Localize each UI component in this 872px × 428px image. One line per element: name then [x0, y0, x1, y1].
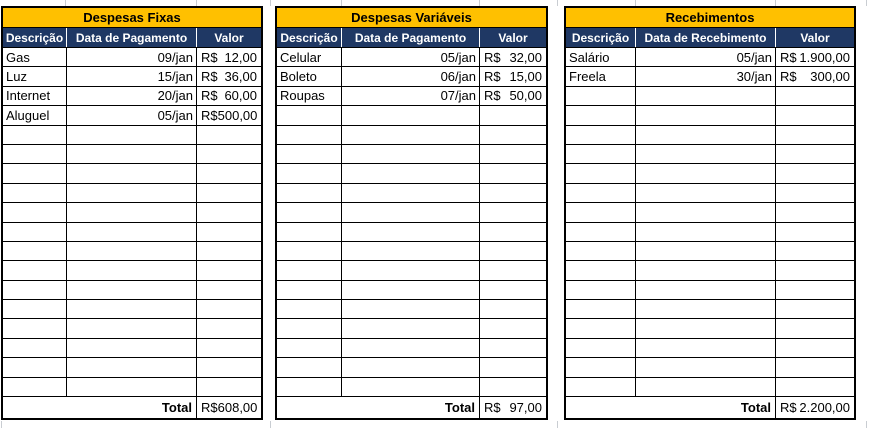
cell-valor[interactable]: [196, 164, 261, 182]
table-row: [277, 87, 546, 106]
table-header-row: [3, 28, 261, 48]
currency-label: R$: [201, 88, 218, 104]
cell-data[interactable]: [341, 106, 479, 124]
cell-data[interactable]: [341, 223, 479, 241]
cell-valor[interactable]: [479, 126, 546, 144]
table-row-empty: [566, 106, 854, 125]
cell-data[interactable]: [66, 203, 196, 221]
total-label-cell[interactable]: Total: [161, 400, 192, 416]
table-row-empty: [3, 319, 261, 338]
cell-descricao[interactable]: [277, 281, 341, 299]
table-row: [3, 67, 261, 86]
currency-label: R$: [484, 69, 501, 85]
cell-data[interactable]: [341, 300, 479, 318]
cell-valor[interactable]: [775, 319, 854, 337]
cell-valor[interactable]: [479, 281, 546, 299]
cell-descricao[interactable]: [277, 126, 341, 144]
table-row: [566, 67, 854, 86]
cell-descricao[interactable]: [566, 300, 635, 318]
table-row-empty: [277, 184, 546, 203]
cell-data[interactable]: [66, 339, 196, 357]
amount-label: 1.900,00: [799, 49, 850, 65]
cell-data[interactable]: [66, 300, 196, 318]
gridline-tick: [270, 0, 271, 6]
cell-descricao[interactable]: [277, 319, 341, 337]
header-cell-valor[interactable]: Valor: [775, 28, 854, 47]
total-row: [566, 397, 854, 418]
gridline-tick: [866, 0, 867, 6]
currency-label: R$: [201, 107, 218, 123]
cell-data[interactable]: [66, 223, 196, 241]
cell-valor[interactable]: [479, 339, 546, 357]
cell-data[interactable]: [66, 126, 196, 144]
cell-data[interactable]: 15/jan: [66, 67, 196, 85]
table-row-empty: [566, 223, 854, 242]
table-row: [277, 48, 546, 67]
cell-data[interactable]: 09/jan: [66, 48, 196, 66]
cell-descricao[interactable]: [3, 300, 66, 318]
currency-label: R$: [780, 49, 797, 65]
cell-descricao[interactable]: [3, 378, 66, 396]
cell-descricao[interactable]: [3, 339, 66, 357]
total-row: [277, 397, 546, 418]
cell-data[interactable]: [341, 261, 479, 279]
table-row: [3, 106, 261, 125]
table-header-row: [566, 28, 854, 48]
cell-data[interactable]: [341, 242, 479, 260]
cell-descricao[interactable]: [277, 378, 341, 396]
cell-descricao[interactable]: Luz: [6, 69, 27, 85]
cell-descricao[interactable]: Celular: [280, 49, 322, 65]
cell-valor[interactable]: [196, 378, 261, 396]
cell-data[interactable]: [635, 300, 775, 318]
cell-descricao[interactable]: [3, 184, 66, 202]
cell-valor[interactable]: [196, 126, 261, 144]
cell-data[interactable]: [635, 106, 775, 124]
table-row-empty: [277, 145, 546, 164]
currency-label: R$: [780, 400, 797, 416]
amount-label: 36,00: [224, 69, 257, 85]
cell-data[interactable]: 05/jan: [341, 48, 479, 66]
cell-valor[interactable]: [775, 184, 854, 202]
cell-data[interactable]: [341, 378, 479, 396]
currency-label: R$: [201, 69, 218, 85]
cell-valor[interactable]: [196, 281, 261, 299]
cell-data[interactable]: 05/jan: [66, 106, 196, 124]
cell-data[interactable]: [66, 145, 196, 163]
cell-data[interactable]: [66, 358, 196, 376]
header-cell-data[interactable]: Data de Pagamento: [341, 28, 479, 47]
table-row-empty: [277, 378, 546, 397]
cell-valor[interactable]: [196, 145, 261, 163]
cell-data[interactable]: [341, 319, 479, 337]
cell-valor[interactable]: [775, 164, 854, 182]
cell-descricao[interactable]: [566, 145, 635, 163]
cell-descricao[interactable]: [566, 358, 635, 376]
cell-descricao[interactable]: [277, 106, 341, 124]
table-body: [277, 48, 546, 397]
cell-data[interactable]: 20/jan: [66, 87, 196, 105]
currency-label: R$: [780, 69, 797, 85]
cell-descricao[interactable]: [3, 319, 66, 337]
total-value-cell[interactable]: [196, 397, 261, 418]
cell-valor[interactable]: [479, 261, 546, 279]
cell-valor[interactable]: [479, 106, 546, 124]
header-cell-descricao[interactable]: Descrição: [5, 30, 64, 45]
cell-descricao[interactable]: Internet: [6, 88, 51, 104]
table-row-empty: [566, 184, 854, 203]
table-row-empty: [3, 145, 261, 164]
table-row-empty: [566, 261, 854, 280]
cell-valor[interactable]: [775, 87, 854, 105]
total-row: [3, 397, 261, 418]
table-title[interactable]: Despesas Variáveis: [277, 8, 546, 28]
amount-label: 300,00: [810, 69, 850, 85]
table-despesas-variaveis: [275, 6, 548, 420]
cell-descricao[interactable]: [3, 242, 66, 260]
cell-descricao[interactable]: [566, 126, 635, 144]
table-row-empty: [3, 184, 261, 203]
total-label-cell[interactable]: Total: [444, 400, 475, 416]
cell-descricao[interactable]: [277, 261, 341, 279]
table-recebimentos: [564, 6, 856, 420]
amount-label: 500,00: [217, 107, 258, 123]
cell-valor[interactable]: [479, 319, 546, 337]
cell-valor[interactable]: [775, 300, 854, 318]
table-row-empty: [3, 203, 261, 222]
table-row-empty: [566, 319, 854, 338]
table-row-empty: [3, 378, 261, 397]
cell-data[interactable]: [66, 242, 196, 260]
gridline-tick: [270, 421, 271, 428]
cell-descricao[interactable]: [277, 184, 341, 202]
table-row-empty: [566, 126, 854, 145]
cell-data[interactable]: [66, 164, 196, 182]
table-body: [3, 48, 261, 397]
amount-label: 50,00: [509, 88, 542, 104]
cell-descricao[interactable]: [277, 358, 341, 376]
cell-valor[interactable]: [479, 87, 546, 105]
gridline-tick: [866, 421, 867, 428]
cell-valor[interactable]: [196, 300, 261, 318]
cell-data[interactable]: [66, 184, 196, 202]
cell-data[interactable]: 07/jan: [341, 87, 479, 105]
table-row-empty: [3, 358, 261, 377]
cell-descricao[interactable]: [566, 281, 635, 299]
cell-data[interactable]: [341, 145, 479, 163]
cell-descricao[interactable]: [277, 300, 341, 318]
cell-descricao[interactable]: [566, 378, 635, 396]
table-row-empty: [277, 242, 546, 261]
cell-data[interactable]: [66, 281, 196, 299]
cell-valor[interactable]: [775, 48, 854, 66]
table-row-empty: [3, 300, 261, 319]
table-row-empty: [3, 223, 261, 242]
table-row-empty: [566, 164, 854, 183]
table-row: [3, 48, 261, 67]
cell-data[interactable]: [635, 319, 775, 337]
table-row-empty: [277, 358, 546, 377]
table-row-empty: [566, 339, 854, 358]
cell-valor[interactable]: [775, 378, 854, 396]
table-row-empty: [277, 223, 546, 242]
cell-descricao[interactable]: [3, 126, 66, 144]
table-row-empty: [566, 378, 854, 397]
cell-valor[interactable]: [479, 48, 546, 66]
table-body: [566, 48, 854, 397]
cell-valor[interactable]: [479, 164, 546, 182]
header-cell-data[interactable]: Data de Pagamento: [66, 28, 196, 47]
cell-descricao[interactable]: [566, 106, 635, 124]
cell-valor[interactable]: [479, 67, 546, 85]
cell-data[interactable]: [341, 358, 479, 376]
table-row-empty: [566, 358, 854, 377]
cell-valor[interactable]: [196, 67, 261, 85]
cell-data[interactable]: [341, 184, 479, 202]
cell-data[interactable]: [341, 164, 479, 182]
cell-descricao[interactable]: Aluguel: [6, 107, 50, 123]
cell-data[interactable]: 30/jan: [635, 67, 775, 85]
cell-valor[interactable]: [196, 106, 261, 124]
table-row-empty: [566, 281, 854, 300]
cell-data[interactable]: [635, 223, 775, 241]
table-row-empty: [277, 339, 546, 358]
cell-descricao[interactable]: [3, 281, 66, 299]
amount-label: 32,00: [509, 49, 542, 65]
gridline-tick: [557, 421, 558, 428]
cell-descricao[interactable]: [566, 261, 635, 279]
cell-valor[interactable]: [196, 203, 261, 221]
table-row-empty: [3, 126, 261, 145]
cell-data[interactable]: 06/jan: [341, 67, 479, 85]
gridline-tick: [1, 421, 2, 428]
table-row: [3, 87, 261, 106]
table-row-empty: [277, 106, 546, 125]
table-row-empty: [3, 339, 261, 358]
table-row-empty: [566, 242, 854, 261]
cell-data[interactable]: [635, 378, 775, 396]
table-row: [566, 48, 854, 67]
cell-descricao[interactable]: [566, 184, 635, 202]
table-row-empty: [566, 203, 854, 222]
cell-descricao[interactable]: Boleto: [280, 69, 317, 85]
cell-descricao[interactable]: Freela: [569, 69, 606, 85]
cell-data[interactable]: [66, 319, 196, 337]
gridline-tick: [557, 0, 558, 6]
cell-descricao[interactable]: [3, 164, 66, 182]
header-cell-valor[interactable]: Valor: [196, 28, 261, 47]
cell-descricao[interactable]: [3, 358, 66, 376]
table-row-empty: [277, 203, 546, 222]
cell-valor[interactable]: [196, 261, 261, 279]
table-row-empty: [566, 87, 854, 106]
cell-descricao[interactable]: [277, 203, 341, 221]
total-label-cell[interactable]: Total: [740, 400, 771, 416]
cell-data[interactable]: [635, 281, 775, 299]
cell-valor[interactable]: [775, 281, 854, 299]
cell-descricao[interactable]: [277, 242, 341, 260]
cell-valor[interactable]: [775, 203, 854, 221]
cell-data[interactable]: [635, 339, 775, 357]
table-title[interactable]: Recebimentos: [566, 8, 854, 28]
cell-descricao[interactable]: [3, 203, 66, 221]
cell-valor[interactable]: [196, 242, 261, 260]
cell-descricao[interactable]: Gas: [6, 49, 30, 65]
cell-data[interactable]: [66, 261, 196, 279]
cell-valor[interactable]: [479, 145, 546, 163]
cell-valor[interactable]: [479, 358, 546, 376]
header-cell-data[interactable]: Data de Recebimento: [635, 28, 775, 47]
cell-valor[interactable]: [775, 261, 854, 279]
cell-data[interactable]: [341, 281, 479, 299]
total-value-cell[interactable]: [479, 397, 546, 418]
table-row-empty: [277, 300, 546, 319]
table-header-row: [277, 28, 546, 48]
table-row-empty: [277, 164, 546, 183]
cell-data[interactable]: [635, 261, 775, 279]
cell-descricao[interactable]: [277, 164, 341, 182]
cell-descricao[interactable]: [566, 203, 635, 221]
cell-data[interactable]: 05/jan: [635, 48, 775, 66]
amount-label: 15,00: [509, 69, 542, 85]
cell-data[interactable]: [635, 358, 775, 376]
cell-valor[interactable]: [196, 48, 261, 66]
cell-valor[interactable]: [196, 358, 261, 376]
amount-label: 60,00: [224, 88, 257, 104]
cell-data[interactable]: [635, 87, 775, 105]
cell-valor[interactable]: [775, 358, 854, 376]
cell-descricao[interactable]: [277, 145, 341, 163]
cell-data[interactable]: [635, 203, 775, 221]
cell-descricao[interactable]: [566, 87, 635, 105]
header-cell-descricao[interactable]: Descrição: [280, 30, 338, 45]
cell-valor[interactable]: [775, 106, 854, 124]
table-row-empty: [3, 261, 261, 280]
header-cell-valor[interactable]: Valor: [479, 28, 546, 47]
table-row-empty: [3, 242, 261, 261]
table-row-empty: [277, 126, 546, 145]
table-despesas-fixas: [1, 6, 263, 420]
cell-data[interactable]: [635, 145, 775, 163]
currency-label: R$: [201, 400, 218, 416]
currency-label: R$: [484, 400, 501, 416]
cell-descricao[interactable]: [566, 164, 635, 182]
currency-label: R$: [484, 88, 501, 104]
cell-valor[interactable]: [775, 242, 854, 260]
cell-descricao[interactable]: [277, 223, 341, 241]
table-row-empty: [277, 319, 546, 338]
table-row-empty: [3, 164, 261, 183]
cell-valor[interactable]: [479, 300, 546, 318]
cell-data[interactable]: [635, 164, 775, 182]
cell-valor[interactable]: [775, 223, 854, 241]
cell-data[interactable]: [341, 339, 479, 357]
header-cell-descricao[interactable]: Descrição: [571, 30, 630, 45]
cell-valor[interactable]: [775, 339, 854, 357]
total-value-cell[interactable]: [775, 397, 854, 418]
cell-valor[interactable]: [196, 339, 261, 357]
currency-label: R$: [484, 49, 501, 65]
cell-descricao[interactable]: [566, 339, 635, 357]
cell-valor[interactable]: [196, 319, 261, 337]
table-title[interactable]: Despesas Fixas: [3, 8, 261, 28]
table-row-empty: [566, 300, 854, 319]
cell-data[interactable]: [635, 126, 775, 144]
cell-data[interactable]: [341, 203, 479, 221]
cell-descricao[interactable]: [3, 261, 66, 279]
cell-data[interactable]: [66, 378, 196, 396]
cell-valor[interactable]: [479, 223, 546, 241]
cell-valor[interactable]: [479, 378, 546, 396]
cell-descricao[interactable]: [566, 223, 635, 241]
cell-descricao[interactable]: Roupas: [280, 88, 325, 104]
cell-data[interactable]: [341, 126, 479, 144]
cell-valor[interactable]: [196, 184, 261, 202]
amount-label: 2.200,00: [799, 400, 850, 416]
amount-label: 608,00: [217, 400, 258, 416]
amount-label: 12,00: [224, 49, 257, 65]
table-row-empty: [277, 261, 546, 280]
table-row-empty: [566, 145, 854, 164]
cell-valor[interactable]: [479, 242, 546, 260]
cell-descricao[interactable]: [566, 319, 635, 337]
cell-data[interactable]: [635, 242, 775, 260]
cell-descricao[interactable]: Salário: [569, 49, 610, 65]
table-row-empty: [277, 281, 546, 300]
cell-valor[interactable]: [775, 145, 854, 163]
cell-valor[interactable]: [479, 203, 546, 221]
currency-label: R$: [201, 49, 218, 65]
table-row-empty: [3, 281, 261, 300]
amount-label: 97,00: [509, 400, 542, 416]
table-row: [277, 67, 546, 86]
cell-descricao[interactable]: [3, 223, 66, 241]
cell-valor[interactable]: [196, 87, 261, 105]
cell-data[interactable]: [635, 184, 775, 202]
cell-descricao[interactable]: [277, 339, 341, 357]
cell-descricao[interactable]: [3, 145, 66, 163]
cell-valor[interactable]: [775, 126, 854, 144]
cell-valor[interactable]: [479, 184, 546, 202]
cell-valor[interactable]: [196, 223, 261, 241]
cell-descricao[interactable]: [566, 242, 635, 260]
cell-valor[interactable]: [775, 67, 854, 85]
